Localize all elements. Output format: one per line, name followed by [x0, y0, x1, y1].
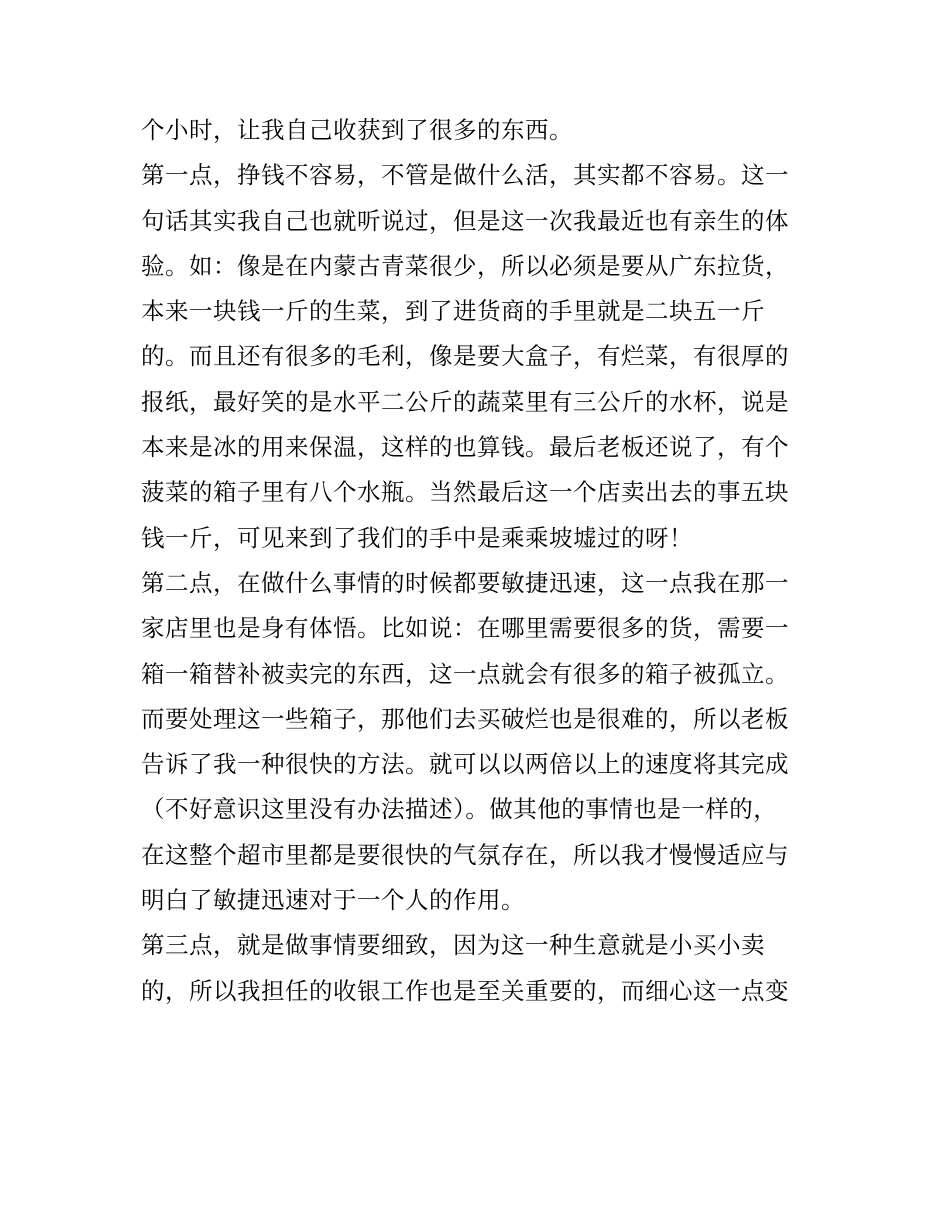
text-line: 的，所以我担任的收银工作也是至关重要的，而细心这一点变 — [141, 976, 789, 1005]
text-line: 个小时，让我自己收获到了很多的东西。 — [141, 116, 573, 144]
text-line: 在这整个超市里都是要很快的气氛存在，所以我才慢慢适应与 — [141, 840, 789, 869]
text-line: 告诉了我一种很快的方法。就可以以两倍以上的速度将其完成 — [141, 750, 789, 779]
text-line: 明白了敏捷迅速对于一个人的作用。 — [141, 886, 525, 915]
text-line: 钱一斤，可见来到了我们的手中是乘乘坡墟过的呀！ — [141, 523, 693, 552]
text-line: 句话其实我自己也就听说过，但是这一次我最近也有亲生的体 — [141, 206, 789, 235]
text-line: 第一点，挣钱不容易，不管是做什么活，其实都不容易。这一 — [141, 161, 789, 190]
text-line: 菠菜的箱子里有八个水瓶。当然最后这一个店卖出去的事五块 — [141, 478, 789, 507]
text-line: 本来一块钱一斤的生菜，到了进货商的手里就是二块五一斤 — [141, 297, 765, 326]
text-line: 家店里也是身有体悟。比如说：在哪里需要很多的货，需要一 — [141, 614, 789, 643]
text-line: 第三点，就是做事情要细致，因为这一种生意就是小买小卖 — [141, 931, 765, 960]
text-line: 报纸，最好笑的是水平二公斤的蔬菜里有三公斤的水杯，说是 — [141, 387, 789, 416]
text-line: 第二点，在做什么事情的时候都要敏捷迅速，这一点我在那一 — [141, 568, 789, 597]
text-line: 箱一箱替补被卖完的东西，这一点就会有很多的箱子被孤立。 — [141, 659, 789, 688]
body-text — [141, 108, 821, 1014]
text-line: 验。如：像是在内蒙古青菜很少，所以必须是要从广东拉货， — [141, 251, 789, 280]
text-line: 本来是冰的用来保温，这样的也算钱。最后老板还说了，有个 — [141, 433, 789, 462]
text-line: 而要处理这一些箱子，那他们去买破烂也是很难的，所以老板 — [141, 704, 789, 733]
text-line: （不好意识这里没有办法描述）。做其他的事情也是一样的， — [141, 795, 778, 824]
text-line: 的。而且还有很多的毛利，像是要大盒子，有烂菜，有很厚的 — [141, 342, 789, 371]
